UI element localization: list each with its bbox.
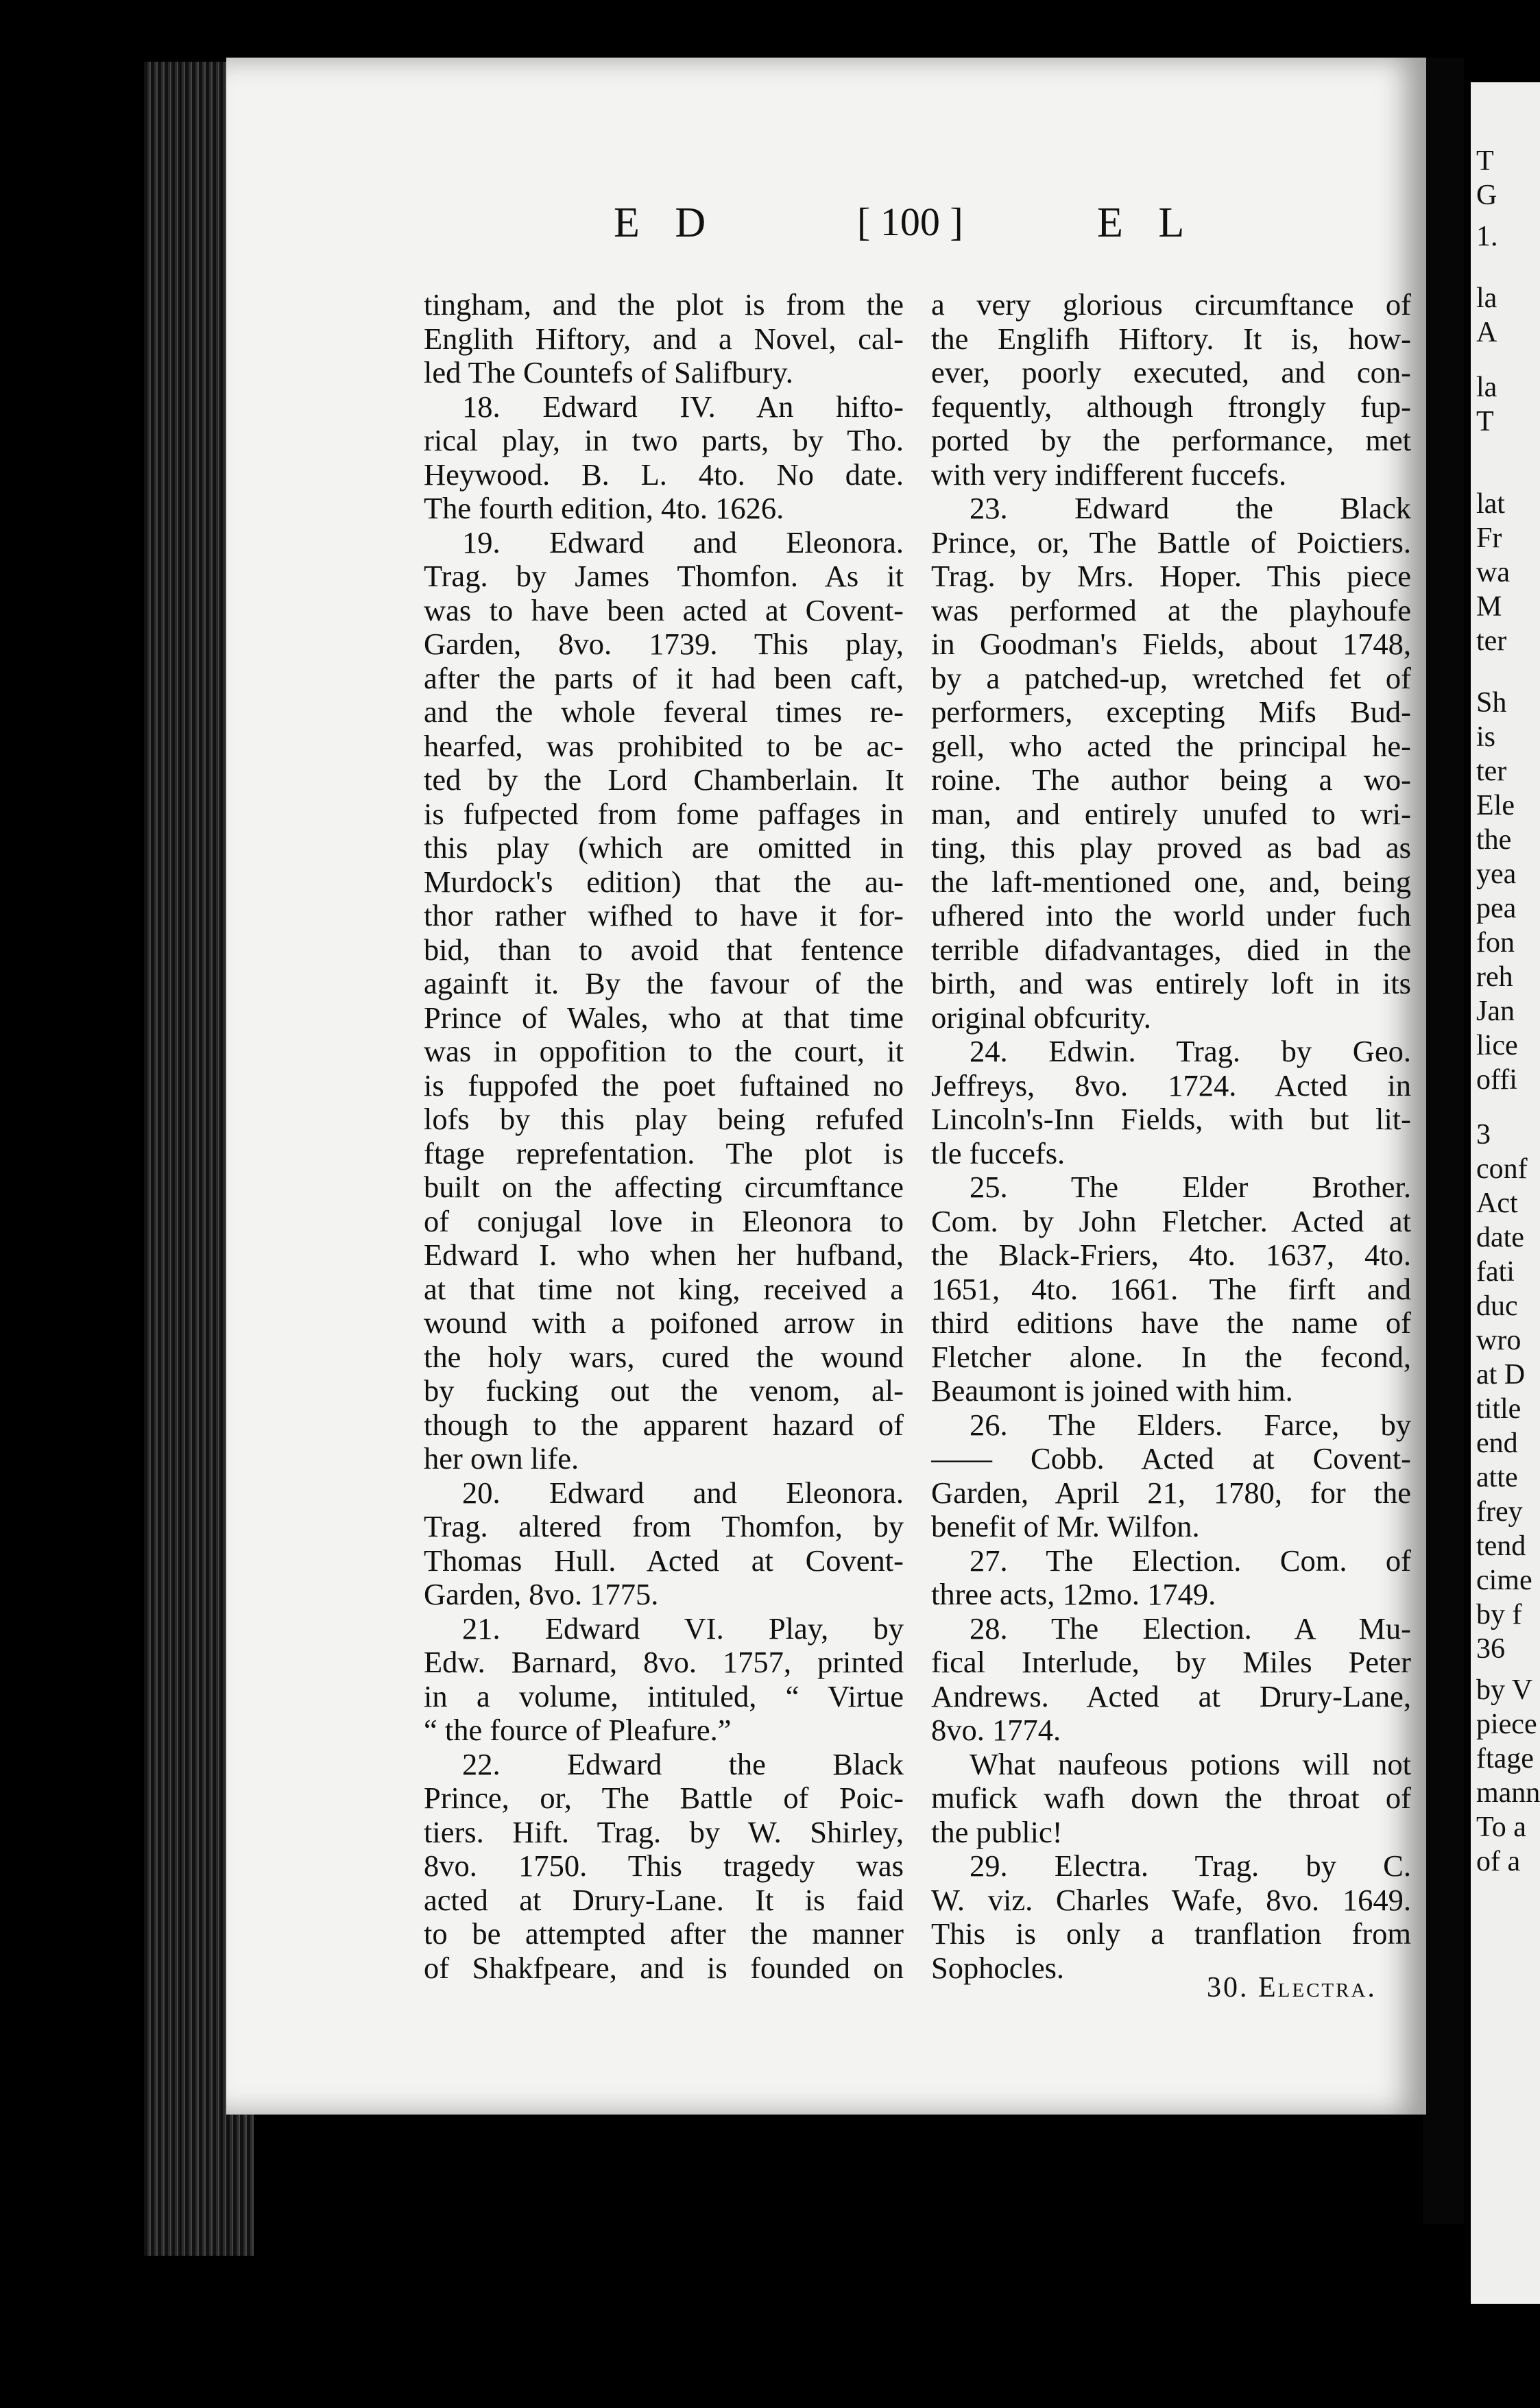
text-line: 1651, 4to. 1661. The firft and [931,1272,1411,1306]
next-page-text-fragment: la [1476,372,1497,403]
next-page-text-fragment: wa [1476,557,1510,588]
next-page-text-fragment: conf [1476,1153,1528,1185]
next-page-text-fragment: tend [1476,1530,1526,1562]
text-line: is fufpected from fome paffages in [424,797,904,831]
next-page-text-fragment: pea [1476,893,1517,924]
text-line: Andrews. Acted at Drury-Lane, [931,1679,1411,1713]
text-line: ufhered into the world under fuch [931,899,1411,932]
text-line: Com. by John Fletcher. Acted at [931,1204,1411,1238]
next-page-text-fragment: duc [1476,1290,1518,1322]
next-page-text-fragment: mann [1476,1777,1540,1809]
text-line: by a patched-up, wretched fet of [931,661,1411,695]
next-page-text-fragment: of a [1476,1846,1521,1877]
text-line: 28. The Election. A Mu- [970,1611,1411,1646]
text-line: ported by the performance, met [931,424,1411,457]
text-line: What naufeous potions will not [970,1747,1411,1781]
next-page-text-fragment: To a [1476,1811,1526,1843]
text-line: lofs by this play being refufed [424,1103,904,1136]
text-line: man, and entirely unufed to wri- [931,797,1411,831]
text-line: Prince of Wales, who at that time [424,1000,904,1035]
text-line: Garden, 8vo. 1775. [424,1578,659,1611]
text-line: fical Interlude, by Miles Peter [931,1646,1411,1679]
book-gutter-right [1423,58,1464,2224]
text-line: Trag. by James Thomfon. As it [424,559,904,593]
text-line: 8vo. 1774. [931,1713,1061,1747]
text-line: 8vo. 1750. This tragedy was [424,1849,904,1883]
text-line: in a volume, intituled, “ Virtue [424,1679,904,1713]
left-column [424,288,904,1985]
next-page-text-fragment: end [1476,1428,1518,1459]
text-line: Lincoln's-Inn Fields, with but lit- [931,1103,1411,1136]
text-line: Edw. Barnard, 8vo. 1757, printed [424,1646,904,1679]
text-line: a very glorious circumftance of [931,288,1411,322]
text-line: performers, excepting Mifs Bud- [931,695,1411,729]
next-page-text-fragment: G [1476,180,1497,211]
text-line: mufick wafh down the throat of [931,1781,1411,1815]
next-page-text-fragment: Ele [1476,790,1515,821]
next-page-text-fragment: 36 [1476,1633,1505,1665]
text-line: 21. Edward VI. Play, by [462,1611,904,1646]
text-line: fequently, although ftrongly fup- [931,389,1411,424]
text-line: the laft-mentioned one, and, being [931,865,1411,899]
text-line: hearfed, was prohibited to be ac- [424,729,904,763]
next-page-text-fragment: fati [1476,1256,1515,1288]
text-line: birth, and was entirely loft in its [931,967,1411,1000]
catchword: 30. Electra. [1207,1972,1377,2003]
text-line: tle fuccefs. [931,1136,1066,1170]
text-line: Trag. by Mrs. Hoper. This piece [931,559,1411,593]
text-line: 25. The Elder Brother. [970,1170,1411,1204]
text-line: of conjugal love in Eleonora to [424,1204,904,1238]
text-line: The fourth edition, 4to. 1626. [424,492,784,525]
text-line: by fucking out the venom, al- [424,1374,904,1408]
text-line: roine. The author being a wo- [931,763,1411,797]
next-page-text-fragment: title [1476,1393,1521,1425]
next-page-text-fragment: cime [1476,1565,1532,1596]
text-line: Edward I. who when her hufband, [424,1238,904,1272]
text-line: rical play, in two parts, by Tho. [424,424,904,457]
text-line: her own life. [424,1442,579,1476]
text-line: Prince, or, The Battle of Poic- [424,1781,904,1815]
next-page-text-fragment: M [1476,591,1502,623]
text-line: Garden, April 21, 1780, for the [931,1476,1411,1510]
text-line: third editions have the name of [931,1306,1411,1340]
text-line: was performed at the playhoufe [931,593,1411,627]
text-line: “ the fource of Pleafure.” [424,1713,732,1747]
text-line: was in oppofition to the court, it [424,1035,904,1068]
text-line: 22. Edward the Black [462,1747,904,1781]
text-line: 27. The Election. Com. of [970,1543,1411,1578]
text-line: the Black-Friers, 4to. 1637, 4to. [931,1238,1411,1272]
text-line: three acts, 12mo. 1749. [931,1578,1216,1611]
next-page-text-fragment: at D [1476,1359,1526,1390]
next-page-text-fragment: lat [1476,488,1505,520]
text-line: bid, than to avoid that fentence [424,932,904,967]
text-line: 20. Edward and Eleonora. [462,1476,904,1510]
text-line: terrible difadvantages, died in the [931,932,1411,967]
next-page-text-fragment: Act [1476,1188,1518,1219]
text-line: tingham, and the plot is from the [424,288,904,322]
text-line: thor rather wifhed to have it for- [424,899,904,932]
page-header [226,199,1426,261]
text-line: led The Countefs of Salifbury. [424,356,793,389]
text-line: Thomas Hull. Acted at Covent- [424,1543,904,1578]
next-page-text-fragment: fon [1476,927,1515,959]
text-line: of Shakfpeare, and is founded on [424,1951,904,1985]
text-line: acted at Drury-Lane. It is faid [424,1883,904,1917]
next-page-text-fragment: Fr [1476,522,1502,554]
next-page-text-fragment: by V [1476,1674,1533,1706]
next-page-text-fragment: Jan [1476,996,1515,1027]
text-line: after the parts of it had been caft, [424,661,904,695]
text-line: 24. Edwin. Trag. by Geo. [970,1035,1411,1068]
text-line: —— Cobb. Acted at Covent- [931,1442,1411,1476]
text-line: Jeffreys, 8vo. 1724. Acted in [931,1068,1411,1103]
next-page-text-fragment: lice [1476,1030,1518,1061]
text-line: benefit of Mr. Wilfon. [931,1510,1200,1543]
text-line: W. viz. Charles Wafe, 8vo. 1649. [931,1883,1411,1917]
next-page-text-fragment: 3 [1476,1119,1491,1151]
next-page-text-fragment: la [1476,282,1497,314]
text-line: gell, who acted the principal he- [931,729,1411,763]
next-page-text-fragment: yea [1476,858,1517,890]
next-page-text-fragment: A [1476,317,1497,348]
text-line: ftage reprefentation. The plot is [424,1136,904,1170]
text-line: 26. The Elders. Farce, by [970,1408,1411,1442]
left-running-head: E D [614,200,719,246]
text-line: the holy wars, cured the wound [424,1340,904,1374]
text-line: Prince, or, The Battle of Poictiers. [931,525,1411,559]
next-page-text-fragment: ter [1476,756,1507,787]
text-line: Heywood. B. L. 4to. No date. [424,457,904,492]
text-line: is fuppofed the poet fuftained no [424,1068,904,1103]
text-line: at that time not king, received a [424,1272,904,1306]
text-line: the Englifh Hiftory. It is, how- [931,322,1411,356]
text-line: was to have been acted at Covent- [424,593,904,627]
text-line: built on the affecting circumftance [424,1170,904,1204]
text-line: ting, this play proved as bad as [931,831,1411,865]
next-page-text-fragment: Sh [1476,687,1507,719]
text-line: ted by the Lord Chamberlain. It [424,763,904,797]
next-page-text-fragment: is [1476,721,1496,753]
text-line: the public! [931,1815,1063,1849]
next-page-text-fragment: offi [1476,1064,1517,1096]
text-line: Trag. altered from Thomfon, by [424,1510,904,1543]
text-line: Murdock's edition) that the au- [424,865,904,899]
text-line: This is only a tranflation from [931,1917,1411,1951]
text-line: wound with a poifoned arrow in [424,1306,904,1340]
text-line: Garden, 8vo. 1739. This play, [424,627,904,661]
next-page-text-fragment: reh [1476,961,1513,993]
text-line: though to the apparent hazard of [424,1408,904,1442]
text-line: 19. Edward and Eleonora. [462,525,904,559]
next-page-text-fragment: wro [1476,1325,1521,1356]
next-page-text-fragment: T [1476,145,1494,177]
right-running-head: E L [1097,200,1197,246]
next-page-text-fragment: ftage [1476,1743,1534,1774]
text-line: Englith Hiftory, and a Novel, cal- [424,322,904,356]
text-line: in Goodman's Fields, about 1748, [931,627,1411,661]
next-page-text-fragment: by f [1476,1599,1522,1630]
next-page-text-fragment: the [1476,824,1512,856]
next-page-text-fragment: frey [1476,1496,1523,1528]
next-page-fragment [1471,82,1540,2304]
text-line: and the whole feveral times re- [424,695,904,729]
text-line: 23. Edward the Black [970,492,1411,525]
text-line: againft it. By the favour of the [424,967,904,1000]
text-line: 29. Electra. Trag. by C. [970,1849,1411,1883]
page-number: [ 100 ] [857,200,963,244]
next-page-text-fragment: ter [1476,625,1507,657]
text-line: 18. Edward IV. An hifto- [462,389,904,424]
text-line: original obfcurity. [931,1000,1151,1035]
right-column [931,288,1411,1985]
text-line: with very indifferent fuccefs. [931,457,1287,492]
next-page-text-fragment: T [1476,406,1494,437]
text-line: to be attempted after the manner [424,1917,904,1951]
next-page-text-fragment: 1. [1476,221,1498,252]
text-line: ever, poorly executed, and con- [931,356,1411,389]
next-page-text-fragment: date [1476,1222,1524,1253]
text-line: Sophocles. [931,1951,1065,1985]
next-page-text-fragment: piece [1476,1709,1537,1740]
text-line: this play (which are omitted in [424,831,904,865]
text-line: Fletcher alone. In the fecond, [931,1340,1411,1374]
next-page-text-fragment: atte [1476,1462,1518,1493]
text-line: Beaumont is joined with him. [931,1374,1293,1408]
text-line: tiers. Hift. Trag. by W. Shirley, [424,1815,904,1849]
